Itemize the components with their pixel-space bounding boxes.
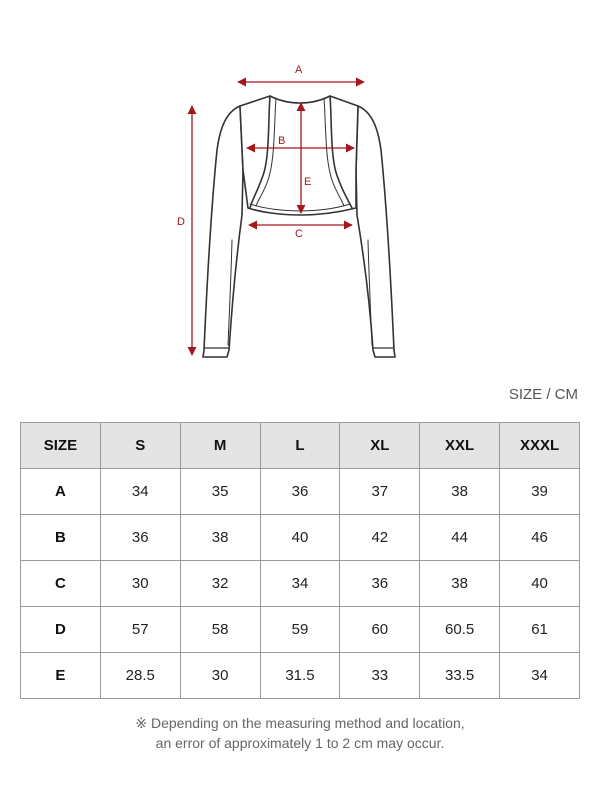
row-label: D bbox=[21, 607, 101, 653]
row-label: C bbox=[21, 561, 101, 607]
table-row bbox=[21, 469, 580, 515]
table-cell: 36 bbox=[100, 515, 180, 561]
table-cell: 31.5 bbox=[260, 653, 340, 699]
table-cell: 59 bbox=[260, 607, 340, 653]
table-cell: 40 bbox=[500, 561, 580, 607]
header-xxxl: XXXL bbox=[500, 423, 580, 469]
header-xl: XL bbox=[340, 423, 420, 469]
table-cell: 35 bbox=[180, 469, 260, 515]
table-row bbox=[21, 561, 580, 607]
table-cell: 30 bbox=[100, 561, 180, 607]
table-cell: 34 bbox=[100, 469, 180, 515]
note-line-2: an error of approximately 1 to 2 cm may occur. bbox=[155, 735, 445, 751]
header-s: S bbox=[100, 423, 180, 469]
dimension-label-b: B bbox=[278, 135, 286, 147]
table-cell: 61 bbox=[500, 607, 580, 653]
table-row bbox=[21, 653, 580, 699]
table-cell: 58 bbox=[180, 607, 260, 653]
dimension-label-d: D bbox=[177, 216, 185, 228]
table-header-row bbox=[21, 423, 580, 469]
table-cell: 44 bbox=[420, 515, 500, 561]
header-size: SIZE bbox=[21, 423, 101, 469]
dimension-label-c: C bbox=[295, 228, 303, 240]
table-cell: 32 bbox=[180, 561, 260, 607]
table-row bbox=[21, 515, 580, 561]
table-row bbox=[21, 607, 580, 653]
table-cell: 60 bbox=[340, 607, 420, 653]
cardigan-outline bbox=[203, 96, 395, 357]
garment-illustration bbox=[0, 0, 600, 380]
note-line-1: ※ Depending on the measuring method and location, bbox=[135, 715, 465, 731]
table-cell: 46 bbox=[500, 515, 580, 561]
table-cell: 57 bbox=[100, 607, 180, 653]
table-cell: 38 bbox=[180, 515, 260, 561]
header-l: L bbox=[260, 423, 340, 469]
table-cell: 38 bbox=[420, 469, 500, 515]
header-xxl: XXL bbox=[420, 423, 500, 469]
header-m: M bbox=[180, 423, 260, 469]
unit-label: SIZE / CM bbox=[508, 386, 578, 403]
table-cell: 30 bbox=[180, 653, 260, 699]
table-cell: 36 bbox=[260, 469, 340, 515]
dimension-label-e: E bbox=[304, 176, 312, 188]
table-cell: 36 bbox=[340, 561, 420, 607]
size-table bbox=[20, 422, 580, 699]
table-cell: 40 bbox=[260, 515, 340, 561]
table-cell: 33 bbox=[340, 653, 420, 699]
table-cell: 39 bbox=[500, 469, 580, 515]
table-cell: 28.5 bbox=[100, 653, 180, 699]
table-cell: 33.5 bbox=[420, 653, 500, 699]
table-cell: 60.5 bbox=[420, 607, 500, 653]
row-label: A bbox=[21, 469, 101, 515]
dimension-label-a: A bbox=[295, 64, 303, 76]
row-label: E bbox=[21, 653, 101, 699]
row-label: B bbox=[21, 515, 101, 561]
table-cell: 42 bbox=[340, 515, 420, 561]
measurement-diagram bbox=[0, 0, 600, 380]
table-cell: 37 bbox=[340, 469, 420, 515]
table-cell: 38 bbox=[420, 561, 500, 607]
table-cell: 34 bbox=[500, 653, 580, 699]
measurement-note bbox=[0, 713, 600, 753]
table-cell: 34 bbox=[260, 561, 340, 607]
